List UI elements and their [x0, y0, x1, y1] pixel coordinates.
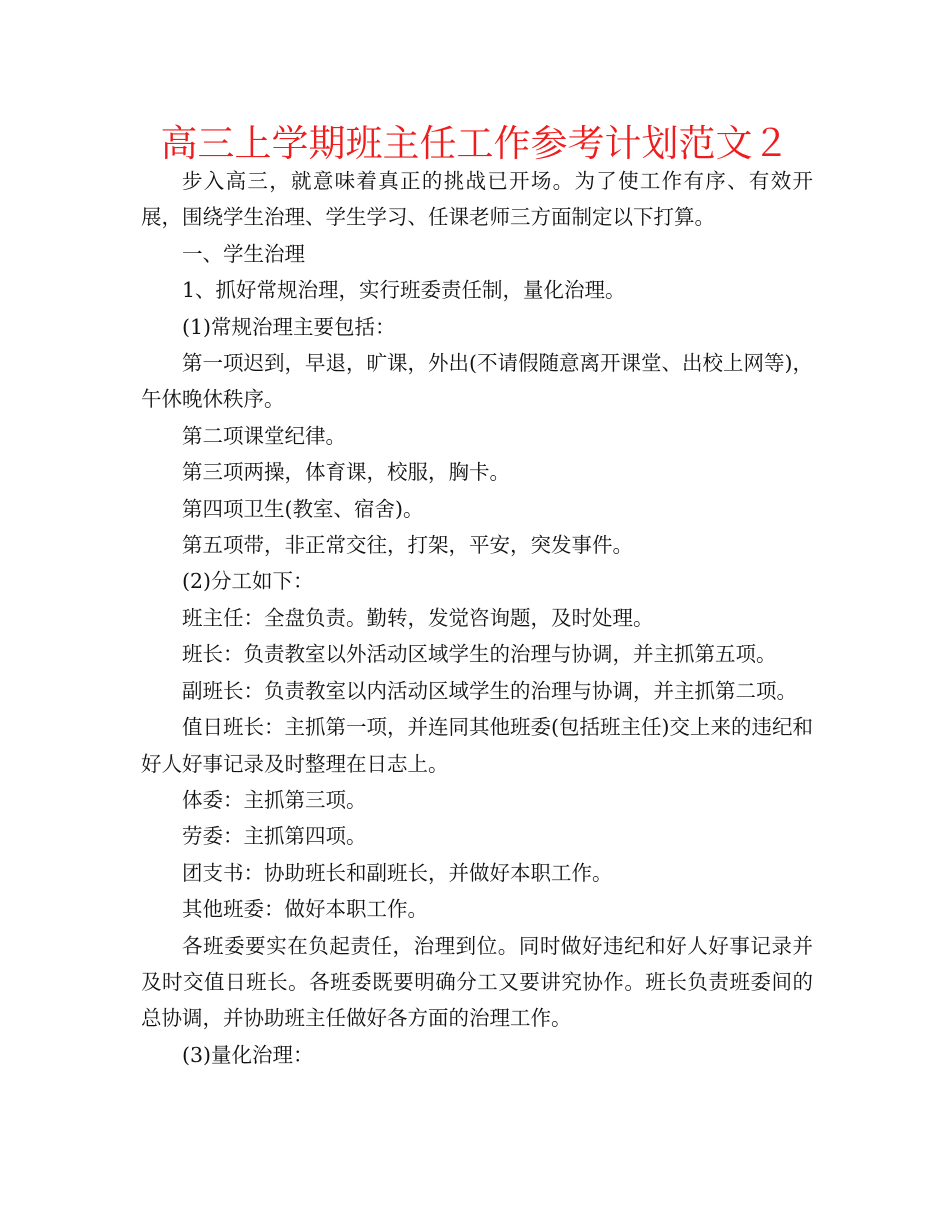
paragraph: 第三项两操，体育课，校服，胸卡。 — [182, 460, 510, 485]
paragraph: 团支书：协助班长和副班长，并做好本职工作。 — [182, 860, 613, 885]
paragraph: (1)常规治理主要包括： — [182, 314, 396, 339]
document-body — [141, 163, 813, 1073]
paragraph: (3)量化治理： — [182, 1042, 314, 1067]
paragraph: 第五项带，非正常交往，打架，平安，突发事件。 — [182, 533, 633, 558]
paragraph: 1、抓好常规治理，实行班委责任制，量化治理。 — [182, 278, 626, 303]
section-heading: 一、学生治理 — [182, 241, 305, 266]
document-title: 高三上学期班主任工作参考计划范文２ — [160, 122, 790, 165]
paragraph: 各班委要实在负起责任，治理到位。同时做好违纪和好人好事记录并及时交值日班长。各班委既要明确分工又要讲究协作。班长负责班委间的总协调，并协助班主任做好各方面的治理工作。 — [141, 933, 813, 1031]
paragraph: 副班长：负责教室以内活动区域学生的治理与协调，并主抓第二项。 — [182, 678, 797, 703]
paragraph: 第四项卫生(教室、宿舍)。 — [182, 496, 424, 521]
paragraph: 步入高三，就意味着真正的挑战已开场。为了使工作有序、有效开展，围绕学生治理、学生学习、任课老师三方面制定以下打算。 — [141, 169, 813, 230]
paragraph: 劳委：主抓第四项。 — [182, 824, 367, 849]
paragraph: 班长：负责教室以外活动区域学生的治理与协调，并主抓第五项。 — [182, 642, 777, 667]
paragraph: 其他班委：做好本职工作。 — [182, 897, 428, 922]
paragraph: 班主任：全盘负责。勤转，发觉咨询题，及时处理。 — [182, 605, 654, 630]
paragraph: 体委：主抓第三项。 — [182, 787, 367, 812]
paragraph: 值日班长：主抓第一项，并连同其他班委(包括班主任)交上来的违纪和好人好事记录及时整理在日志上。 — [141, 715, 813, 776]
paragraph: 第一项迟到，早退，旷课，外出(不请假随意离开课堂、出校上网等)，午休晚休秩序。 — [141, 351, 813, 412]
paragraph: 第二项课堂纪律。 — [182, 423, 346, 448]
paragraph: (2)分工如下： — [182, 569, 314, 594]
